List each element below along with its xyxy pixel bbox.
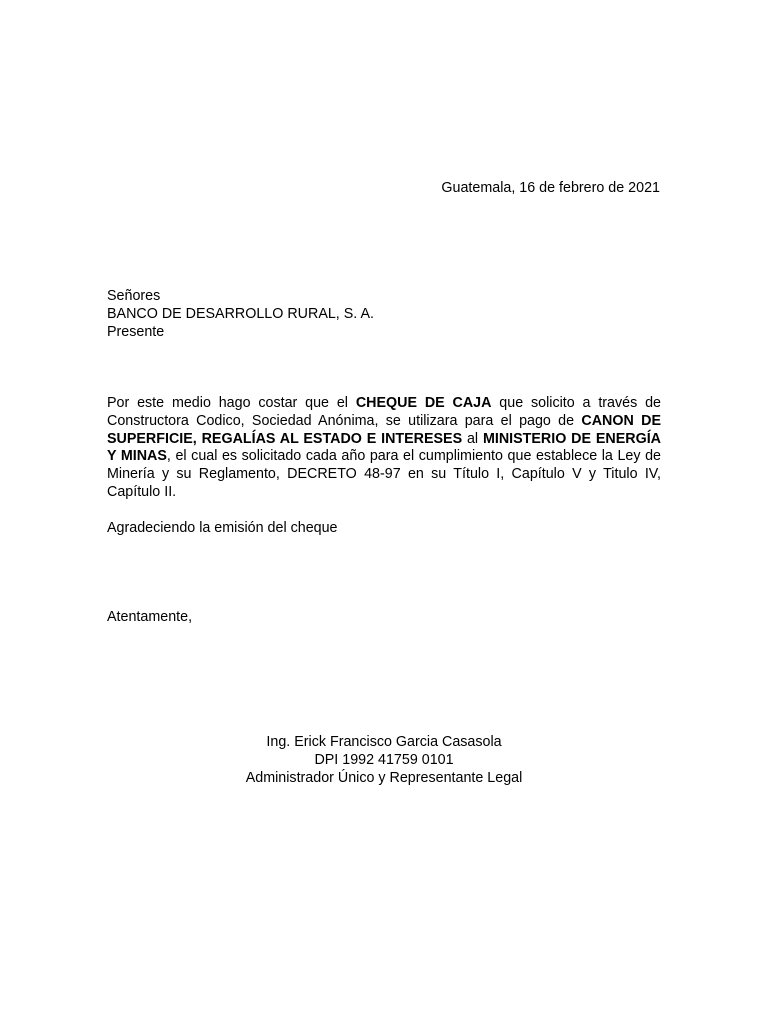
letter-closing: Atentamente, — [107, 609, 193, 625]
signature-title: Administrador Único y Representante Legal — [245, 769, 523, 786]
signature-block — [107, 734, 661, 787]
letter-thanks: Agradeciendo la emisión del cheque — [107, 520, 338, 536]
body-text-4: , el cual es solicitado cada año para el cumplimiento que establece la Ley de Minería y su Reglamento, DECRETO 48-97 en su Título I, Capítulo V y Titulo IV, Capítulo II. — [107, 448, 661, 500]
body-text-1: Por este medio hago costar que el — [107, 395, 356, 411]
recipient-bank-name: BANCO DE DESARROLLO RURAL, S. A. — [107, 305, 374, 322]
recipient-salutation: Señores — [107, 288, 161, 304]
body-text-2: que solicito a través de Constructora Codico, Sociedad Anónima, se utilizara para el pago de — [107, 395, 661, 429]
letter-body-paragraph — [107, 395, 661, 502]
recipient-presente: Presente — [107, 323, 165, 340]
signature-name: Ing. Erick Francisco Garcia Casasola — [266, 734, 502, 750]
letter-date: Guatemala, 16 de febrero de 2021 — [441, 180, 660, 196]
body-bold-ministerio: MINISTERIO DE ENERGÍA Y MINAS — [107, 430, 661, 465]
body-bold-cheque: CHEQUE DE CAJA — [355, 395, 492, 411]
signature-dpi: DPI 1992 41759 0101 — [314, 751, 454, 768]
body-bold-canon: CANON DE SUPERFICIE, REGALÍAS AL ESTADO E INTERESES — [107, 412, 661, 447]
body-text-3: al — [462, 430, 483, 447]
recipient-block — [107, 288, 374, 341]
